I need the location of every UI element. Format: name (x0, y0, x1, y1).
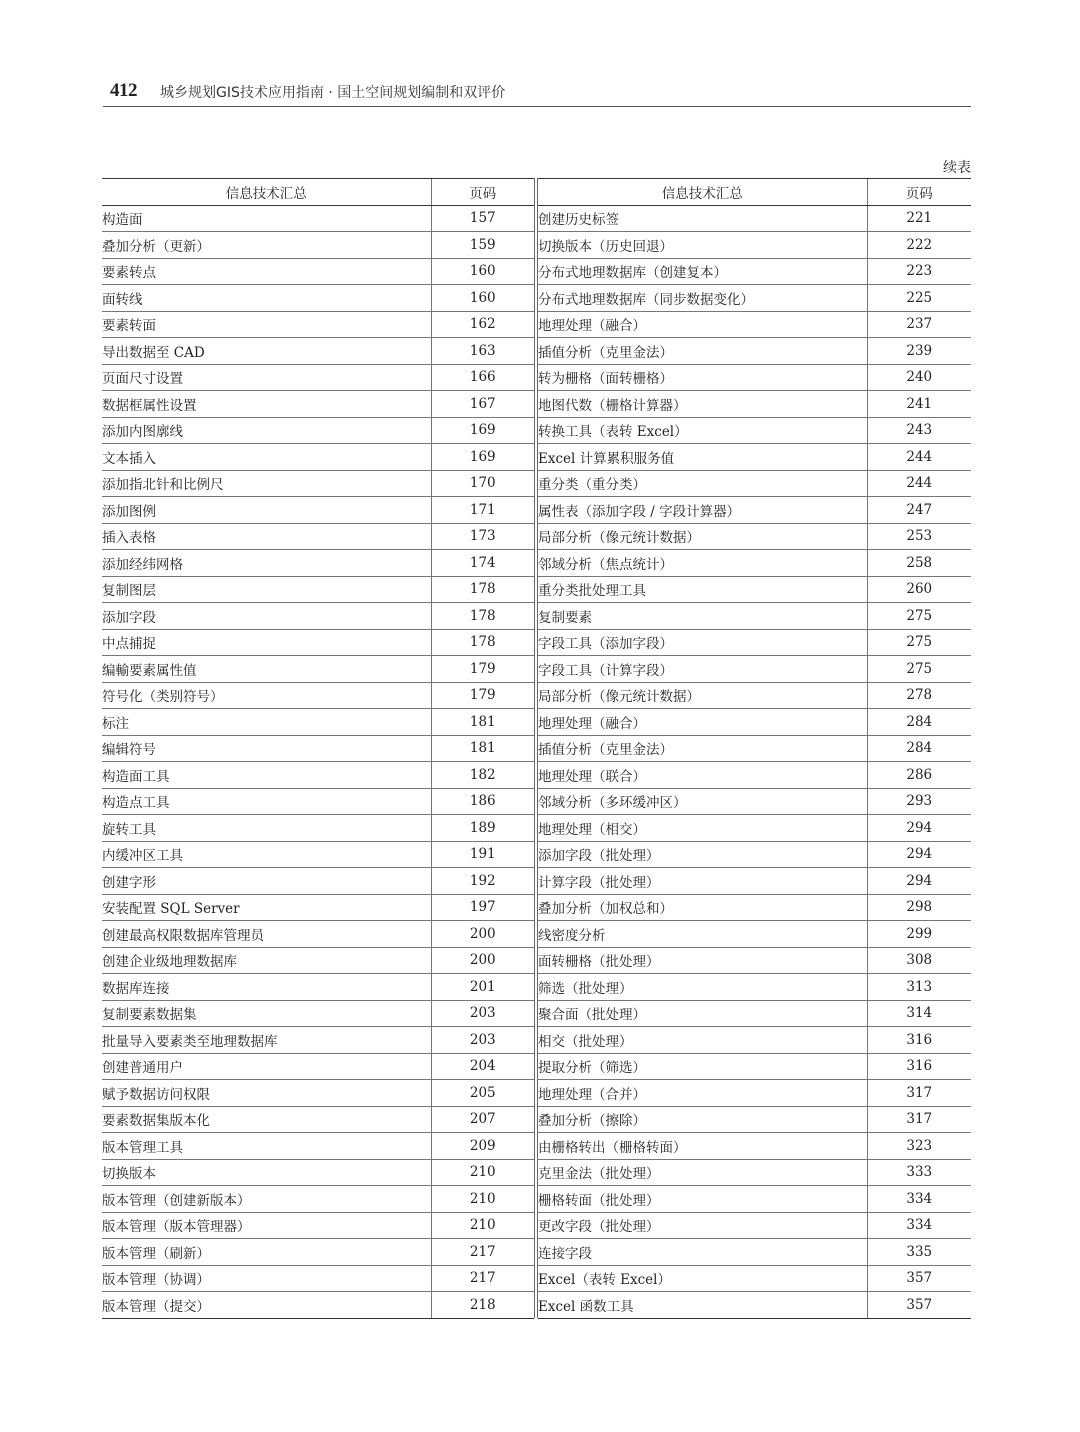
table-row (538, 1265, 971, 1292)
entry-name: 版本管理（协调） (102, 1265, 431, 1292)
table-row (538, 735, 971, 762)
table-row (538, 311, 971, 338)
table-row (102, 947, 534, 974)
table-row (102, 391, 534, 418)
entry-page: 294 (867, 841, 971, 868)
entry-name: 地理处理（融合） (538, 709, 867, 736)
column-header-page: 页码 (867, 179, 971, 206)
table-row (102, 338, 534, 365)
entry-name: 叠加分析（擦除） (538, 1106, 867, 1133)
entry-name: 数据框属性设置 (102, 391, 431, 418)
entry-page: 317 (867, 1080, 971, 1107)
entry-name: 版本管理（提交） (102, 1292, 431, 1319)
table-row (538, 868, 971, 895)
entry-name: 构造面工具 (102, 762, 431, 789)
entry-page: 205 (431, 1080, 534, 1107)
entry-page: 335 (867, 1239, 971, 1266)
table-row (102, 1027, 534, 1054)
table-row (538, 1186, 971, 1213)
entry-page: 294 (867, 868, 971, 895)
entry-name: 切换版本（历史回退） (538, 232, 867, 259)
entry-name: Excel 函数工具 (538, 1292, 867, 1319)
entry-name: 字段工具（添加字段） (538, 629, 867, 656)
entry-name: 编辑符号 (102, 735, 431, 762)
index-table (102, 178, 971, 1318)
entry-page: 316 (867, 1027, 971, 1054)
entry-name: 属性表（添加字段 / 字段计算器） (538, 497, 867, 524)
table-row (102, 603, 534, 630)
entry-page: 178 (431, 629, 534, 656)
entry-page: 294 (867, 815, 971, 842)
entry-page: 217 (431, 1265, 534, 1292)
table-row (102, 974, 534, 1001)
entry-page: 174 (431, 550, 534, 577)
entry-page: 159 (431, 232, 534, 259)
table-row (102, 232, 534, 259)
table-row (102, 921, 534, 948)
entry-name: 创建普通用户 (102, 1053, 431, 1080)
running-header (103, 78, 971, 107)
entry-name: 安装配置 SQL Server (102, 894, 431, 921)
entry-page: 243 (867, 417, 971, 444)
table-row (538, 1080, 971, 1107)
table-row (538, 1239, 971, 1266)
entry-name: 复制要素 (538, 603, 867, 630)
entry-page: 160 (431, 285, 534, 312)
entry-page: 221 (867, 205, 971, 232)
entry-page: 186 (431, 788, 534, 815)
column-header-name: 信息技术汇总 (102, 179, 431, 206)
page-number: 412 (110, 80, 137, 101)
table-row (102, 788, 534, 815)
entry-name: Excel（表转 Excel） (538, 1265, 867, 1292)
entry-page: 218 (431, 1292, 534, 1319)
table-row (102, 656, 534, 683)
entry-page: 178 (431, 603, 534, 630)
entry-page: 200 (431, 921, 534, 948)
entry-name: 叠加分析（加权总和） (538, 894, 867, 921)
table-row (102, 1292, 534, 1319)
entry-name: 转换工具（表转 Excel） (538, 417, 867, 444)
entry-name: 局部分析（像元统计数据） (538, 523, 867, 550)
entry-page: 241 (867, 391, 971, 418)
column-header-name: 信息技术汇总 (538, 179, 867, 206)
table-row (102, 550, 534, 577)
table-header-row (102, 179, 534, 206)
entry-page: 209 (431, 1133, 534, 1160)
entry-name: 添加图例 (102, 497, 431, 524)
column-header-page: 页码 (431, 179, 534, 206)
entry-name: 字段工具（计算字段） (538, 656, 867, 683)
entry-name: 版本管理（创建新版本） (102, 1186, 431, 1213)
entry-name: 符号化（类别符号） (102, 682, 431, 709)
right-table-body (538, 205, 971, 1318)
table-row (102, 1239, 534, 1266)
left-table-body (102, 205, 534, 1318)
entry-page: 166 (431, 364, 534, 391)
entry-name: 局部分析（像元统计数据） (538, 682, 867, 709)
entry-name: 创建最高权限数据库管理员 (102, 921, 431, 948)
table-row (538, 444, 971, 471)
entry-page: 244 (867, 470, 971, 497)
entry-name: 添加指北针和比例尺 (102, 470, 431, 497)
entry-name: 版本管理工具 (102, 1133, 431, 1160)
entry-name: 构造点工具 (102, 788, 431, 815)
entry-name: 插入表格 (102, 523, 431, 550)
entry-name: 更改字段（批处理） (538, 1212, 867, 1239)
entry-page: 167 (431, 391, 534, 418)
table-row (102, 285, 534, 312)
entry-page: 275 (867, 629, 971, 656)
entry-page: 157 (431, 205, 534, 232)
entry-name: 构造面 (102, 205, 431, 232)
entry-name: 分布式地理数据库（创建复本） (538, 258, 867, 285)
entry-page: 197 (431, 894, 534, 921)
entry-page: 275 (867, 656, 971, 683)
entry-name: 分布式地理数据库（同步数据变化） (538, 285, 867, 312)
entry-page: 204 (431, 1053, 534, 1080)
entry-page: 192 (431, 868, 534, 895)
table-row (102, 894, 534, 921)
entry-page: 207 (431, 1106, 534, 1133)
entry-page: 308 (867, 947, 971, 974)
table-row (102, 682, 534, 709)
table-row (102, 1080, 534, 1107)
table-row (538, 1053, 971, 1080)
table-row (538, 1212, 971, 1239)
entry-name: 赋予数据访问权限 (102, 1080, 431, 1107)
table-row (102, 523, 534, 550)
index-table-left (102, 178, 534, 1319)
entry-page: 179 (431, 656, 534, 683)
entry-page: 171 (431, 497, 534, 524)
entry-page: 182 (431, 762, 534, 789)
entry-page: 316 (867, 1053, 971, 1080)
table-row (102, 1000, 534, 1027)
entry-name: 地图代数（栅格计算器） (538, 391, 867, 418)
entry-page: 237 (867, 311, 971, 338)
continued-label: 续表 (943, 160, 971, 176)
entry-page: 240 (867, 364, 971, 391)
entry-page: 357 (867, 1265, 971, 1292)
entry-page: 189 (431, 815, 534, 842)
entry-name: 插值分析（克里金法） (538, 338, 867, 365)
entry-name: 面转线 (102, 285, 431, 312)
entry-name: 线密度分析 (538, 921, 867, 948)
entry-page: 181 (431, 735, 534, 762)
entry-page: 298 (867, 894, 971, 921)
table-row (102, 417, 534, 444)
index-table-right (538, 178, 971, 1319)
entry-page: 169 (431, 444, 534, 471)
entry-page: 247 (867, 497, 971, 524)
table-row (102, 497, 534, 524)
table-row (102, 1159, 534, 1186)
entry-page: 239 (867, 338, 971, 365)
entry-name: 提取分析（筛选） (538, 1053, 867, 1080)
entry-name: 面转栅格（批处理） (538, 947, 867, 974)
entry-name: 筛选（批处理） (538, 974, 867, 1001)
table-row (102, 762, 534, 789)
entry-page: 203 (431, 1000, 534, 1027)
table-row (102, 709, 534, 736)
entry-name: 连接字段 (538, 1239, 867, 1266)
table-row (102, 576, 534, 603)
entry-page: 334 (867, 1212, 971, 1239)
table-row (538, 205, 971, 232)
entry-name: 添加经纬网格 (102, 550, 431, 577)
table-row (102, 868, 534, 895)
table-row (538, 523, 971, 550)
table-row (538, 629, 971, 656)
table-row (102, 311, 534, 338)
entry-page: 169 (431, 417, 534, 444)
entry-name: 版本管理（刷新） (102, 1239, 431, 1266)
table-row (538, 947, 971, 974)
entry-name: 创建字形 (102, 868, 431, 895)
table-row (538, 232, 971, 259)
table-row (538, 815, 971, 842)
table-header-row (538, 179, 971, 206)
entry-name: 地理处理（合并） (538, 1080, 867, 1107)
table-row (538, 1133, 971, 1160)
entry-page: 203 (431, 1027, 534, 1054)
table-row (538, 338, 971, 365)
entry-name: 数据库连接 (102, 974, 431, 1001)
table-row (538, 1159, 971, 1186)
entry-name: 编輸要素属性值 (102, 656, 431, 683)
entry-page: 357 (867, 1292, 971, 1319)
entry-name: 添加字段（批处理） (538, 841, 867, 868)
entry-name: 复制图层 (102, 576, 431, 603)
table-row (102, 258, 534, 285)
entry-page: 258 (867, 550, 971, 577)
table-row (538, 603, 971, 630)
entry-name: 导出数据至 CAD (102, 338, 431, 365)
entry-page: 299 (867, 921, 971, 948)
table-row (538, 258, 971, 285)
table-row (538, 656, 971, 683)
entry-name: 要素数据集版本化 (102, 1106, 431, 1133)
entry-page: 244 (867, 444, 971, 471)
table-row (102, 1053, 534, 1080)
entry-name: 转为栅格（面转栅格） (538, 364, 867, 391)
entry-page: 181 (431, 709, 534, 736)
table-row (538, 974, 971, 1001)
book-title: 城乡规划GIS技术应用指南 · 国土空间规划编制和双评价 (160, 85, 506, 101)
entry-name: 计算字段（批处理） (538, 868, 867, 895)
entry-name: 文本插入 (102, 444, 431, 471)
entry-page: 200 (431, 947, 534, 974)
table-row (538, 1027, 971, 1054)
table-row (538, 417, 971, 444)
entry-name: 要素转点 (102, 258, 431, 285)
entry-page: 163 (431, 338, 534, 365)
entry-page: 210 (431, 1159, 534, 1186)
entry-page: 170 (431, 470, 534, 497)
entry-page: 284 (867, 709, 971, 736)
table-row (102, 815, 534, 842)
entry-name: 页面尺寸设置 (102, 364, 431, 391)
table-row (102, 735, 534, 762)
entry-name: 插值分析（克里金法） (538, 735, 867, 762)
table-row (538, 841, 971, 868)
entry-page: 314 (867, 1000, 971, 1027)
table-row (102, 364, 534, 391)
table-row (538, 762, 971, 789)
entry-page: 317 (867, 1106, 971, 1133)
entry-page: 293 (867, 788, 971, 815)
table-row (538, 470, 971, 497)
table-row (102, 1212, 534, 1239)
table-row (102, 841, 534, 868)
entry-page: 223 (867, 258, 971, 285)
entry-name: 由栅格转出（栅格转面） (538, 1133, 867, 1160)
entry-name: 创建历史标签 (538, 205, 867, 232)
entry-name: 聚合面（批处理） (538, 1000, 867, 1027)
entry-page: 217 (431, 1239, 534, 1266)
table-row (538, 709, 971, 736)
table-row (538, 1292, 971, 1319)
table-row (538, 576, 971, 603)
entry-page: 333 (867, 1159, 971, 1186)
entry-name: 标注 (102, 709, 431, 736)
table-row (102, 1106, 534, 1133)
entry-name: 要素转面 (102, 311, 431, 338)
table-row (538, 788, 971, 815)
table-row (102, 629, 534, 656)
table-row (538, 894, 971, 921)
entry-page: 284 (867, 735, 971, 762)
entry-page: 222 (867, 232, 971, 259)
entry-name: 旋转工具 (102, 815, 431, 842)
table-row (102, 444, 534, 471)
entry-page: 260 (867, 576, 971, 603)
entry-page: 162 (431, 311, 534, 338)
table-row (102, 1186, 534, 1213)
entry-name: 复制要素数据集 (102, 1000, 431, 1027)
entry-name: 添加内图廓线 (102, 417, 431, 444)
entry-page: 313 (867, 974, 971, 1001)
table-row (538, 364, 971, 391)
table-row (538, 921, 971, 948)
entry-name: 重分类（重分类） (538, 470, 867, 497)
entry-name: 地理处理（融合） (538, 311, 867, 338)
entry-name: 克里金法（批处理） (538, 1159, 867, 1186)
entry-page: 323 (867, 1133, 971, 1160)
table-row (102, 470, 534, 497)
entry-name: 版本管理（版本管理器） (102, 1212, 431, 1239)
entry-name: 创建企业级地理数据库 (102, 947, 431, 974)
entry-page: 253 (867, 523, 971, 550)
table-row (538, 1106, 971, 1133)
entry-name: Excel 计算累积服务值 (538, 444, 867, 471)
entry-page: 191 (431, 841, 534, 868)
entry-name: 邻域分析（多环缓冲区） (538, 788, 867, 815)
table-row (538, 285, 971, 312)
entry-page: 179 (431, 682, 534, 709)
entry-name: 批量导入要素类至地理数据库 (102, 1027, 431, 1054)
entry-name: 栅格转面（批处理） (538, 1186, 867, 1213)
entry-page: 178 (431, 576, 534, 603)
table-row (538, 682, 971, 709)
entry-name: 切换版本 (102, 1159, 431, 1186)
entry-page: 275 (867, 603, 971, 630)
table-row (538, 497, 971, 524)
entry-name: 重分类批处理工具 (538, 576, 867, 603)
entry-page: 334 (867, 1186, 971, 1213)
entry-page: 201 (431, 974, 534, 1001)
entry-name: 中点捕捉 (102, 629, 431, 656)
entry-page: 278 (867, 682, 971, 709)
entry-name: 相交（批处理） (538, 1027, 867, 1054)
table-row (538, 391, 971, 418)
entry-page: 225 (867, 285, 971, 312)
entry-name: 地理处理（联合） (538, 762, 867, 789)
entry-page: 160 (431, 258, 534, 285)
entry-name: 内缓冲区工具 (102, 841, 431, 868)
table-row (538, 1000, 971, 1027)
entry-page: 286 (867, 762, 971, 789)
entry-name: 地理处理（相交） (538, 815, 867, 842)
table-row (538, 550, 971, 577)
entry-page: 210 (431, 1212, 534, 1239)
table-row (102, 1265, 534, 1292)
table-row (102, 1133, 534, 1160)
entry-name: 叠加分析（更新） (102, 232, 431, 259)
entry-name: 添加字段 (102, 603, 431, 630)
table-row (102, 205, 534, 232)
entry-name: 邻域分析（焦点统计） (538, 550, 867, 577)
entry-page: 173 (431, 523, 534, 550)
entry-page: 210 (431, 1186, 534, 1213)
